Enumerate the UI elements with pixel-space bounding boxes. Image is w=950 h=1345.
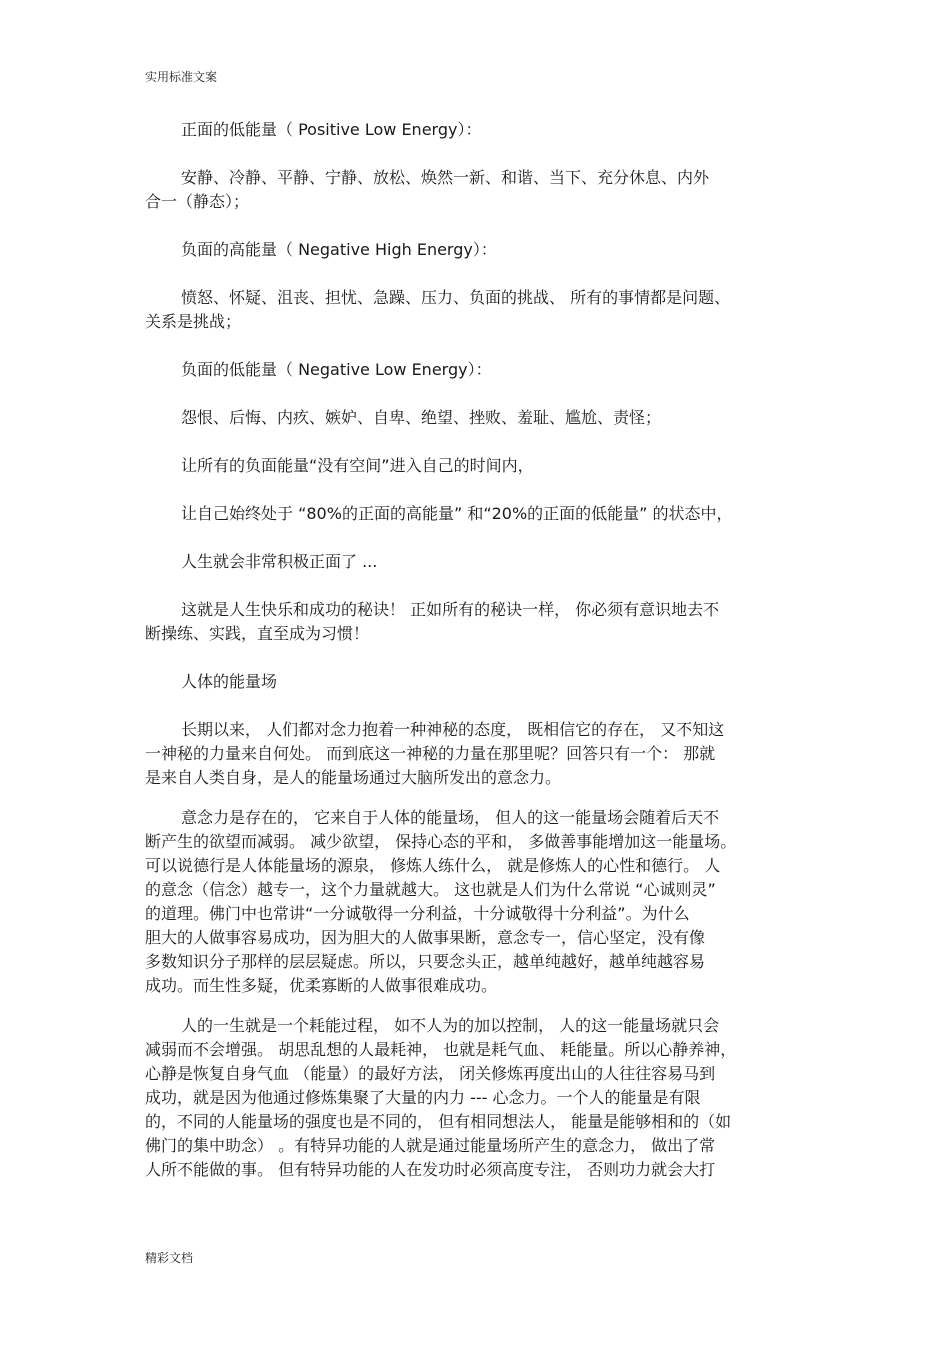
paragraph-line: 的道理。佛门中也常讲“一分诚敬得一分利益，十分诚敬得十分利益”。为什么	[145, 904, 690, 923]
paragraph-line: 成功。而生性多疑，优柔寡断的人做事很难成功。	[145, 976, 498, 995]
paragraph-line: 正面的低能量（ Positive Low Energy）：	[181, 120, 482, 139]
paragraph-line: 合一（静态）；	[145, 192, 250, 211]
paragraph-line: 断操练、实践，直至成为习惯！	[145, 624, 370, 643]
paragraph-line: 佛门的集中助念） 。有特异功能的人就是通过能量场所产生的意念力， 做出了常	[145, 1136, 716, 1155]
paragraph-line: 是来自人类自身，是人的能量场通过大脑所发出的意念力。	[145, 768, 562, 787]
paragraph-line: 断产生的欲望而减弱。 减少欲望， 保持心态的平和， 多做善事能增加这一能量场。	[145, 832, 737, 851]
paragraph-line: 的意念（信念）越专一，这个力量就越大。 这也就是人们为什么常说 “心诚则灵”	[145, 880, 716, 899]
paragraph-line: 让所有的负面能量“没有空间”进入自己的时间内，	[181, 456, 534, 475]
paragraph-line: 减弱而不会增强。 胡思乱想的人最耗神， 也就是耗气血、 耗能量。所以心静养神，	[145, 1040, 737, 1059]
paragraph-line: 的，不同的人能量场的强度也是不同的， 但有相同想法人， 能量是能够相和的（如	[145, 1112, 732, 1131]
section-heading: 人体的能量场	[181, 672, 278, 691]
paragraph-line: 负面的低能量（ Negative Low Energy）：	[181, 360, 492, 379]
paragraph-line: 安静、冷静、平静、宁静、放松、焕然一新、和谐、当下、充分休息、内外	[181, 168, 710, 187]
paragraph-line: 人的一生就是一个耗能过程， 如不人为的加以控制， 人的这一能量场就只会	[181, 1016, 720, 1035]
paragraph-line: 多数知识分子那样的层层疑虑。所以，只要念头正，越单纯越好，越单纯越容易	[145, 952, 706, 971]
body-text	[145, 118, 807, 1182]
paragraph-line: 意念力是存在的， 它来自于人体的能量场， 但人的这一能量场会随着后天不	[181, 808, 720, 827]
page-header: 实用标准文案	[145, 70, 218, 84]
paragraph-line: 成功，就是因为他通过修炼集聚了大量的内力 --- 心念力。一个人的能量是有限	[145, 1088, 701, 1107]
paragraph-line: 愤怒、怀疑、沮丧、担忧、急躁、压力、负面的挑战、 所有的事情都是问题、	[181, 288, 731, 307]
paragraph-line: 这就是人生快乐和成功的秘诀！ 正如所有的秘诀一样， 你必须有意识地去不	[181, 600, 720, 619]
paragraph-line: 人生就会非常积极正面了 ...	[181, 552, 378, 571]
paragraph-line: 人所不能做的事。 但有特异功能的人在发功时必须高度专注， 否则功力就会大打	[145, 1160, 716, 1179]
paragraph-line: 长期以来， 人们都对念力抱着一种神秘的态度， 既相信它的存在， 又不知这	[181, 720, 725, 739]
paragraph-line: 可以说德行是人体能量场的源泉， 修炼人练什么， 就是修炼人的心性和德行。 人	[145, 856, 721, 875]
paragraph-line: 负面的高能量（ Negative High Energy）：	[181, 240, 497, 259]
paragraph-line: 让自己始终处于 “80%的正面的高能量” 和“20%的正面的低能量” 的状态中，	[181, 504, 733, 523]
paragraph-line: 关系是挑战；	[145, 312, 242, 331]
paragraph-line: 一神秘的力量来自何处。 而到底这一神秘的力量在那里呢？回答只有一个： 那就	[145, 744, 716, 763]
paragraph-line: 胆大的人做事容易成功，因为胆大的人做事果断，意念专一，信心坚定，没有像	[145, 928, 706, 947]
paragraph-line: 怨恨、后悔、内疚、嫉妒、自卑、绝望、挫败、羞耻、尴尬、责怪；	[181, 408, 662, 427]
page-footer: 精彩文档	[145, 1251, 194, 1265]
paragraph-line: 心静是恢复自身气血 （能量）的最好方法， 闭关修炼再度出山的人往往容易马到	[145, 1064, 716, 1083]
